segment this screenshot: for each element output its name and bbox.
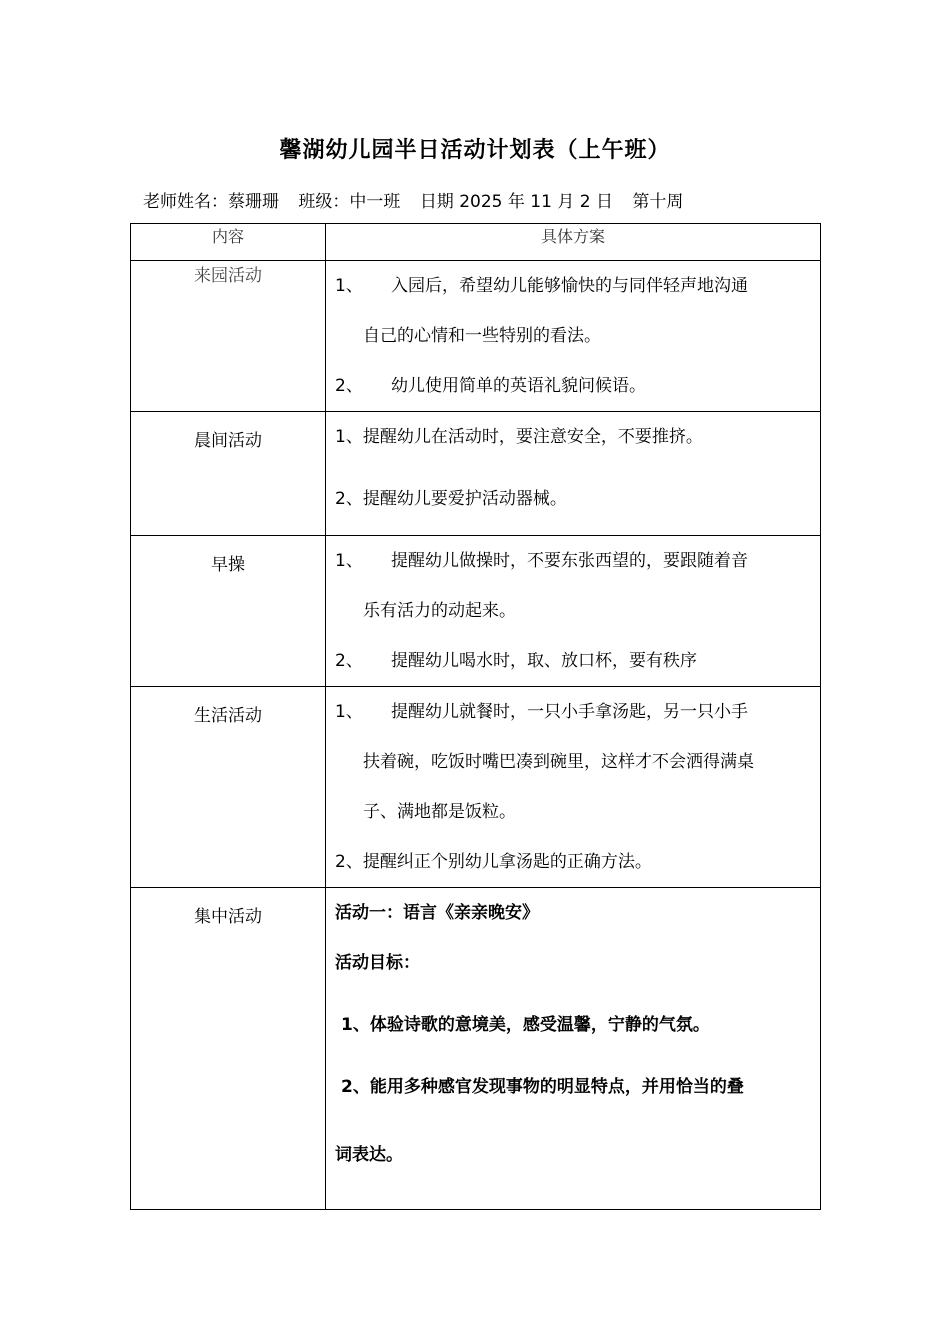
week: 第十周 — [632, 192, 684, 212]
row-category: 生活活动 — [131, 687, 326, 888]
table-row — [131, 412, 821, 536]
row-plan — [326, 536, 821, 687]
table-header-row — [131, 224, 821, 261]
plan-line: 乐有活力的动起来。 — [363, 601, 516, 621]
activity-title: 活动一：语言《亲亲晚安》 — [335, 903, 539, 923]
table-row — [131, 261, 821, 412]
plan-line: 子、满地都是饭粒。 — [363, 802, 516, 822]
row-category: 集中活动 — [131, 888, 326, 1210]
page-title: 馨湖幼儿园半日活动计划表（上午班） — [279, 138, 671, 163]
row-category: 来园活动 — [131, 261, 326, 412]
activity-goal: 2、能用多种感官发现事物的明显特点，并用恰当的叠 — [341, 1077, 744, 1097]
teacher-name: 老师姓名：蔡珊珊 — [143, 192, 279, 212]
plan-line: 扶着碗，吃饭时嘴巴凑到碗里，这样才不会洒得满桌 — [363, 752, 754, 772]
row-plan — [326, 412, 821, 536]
plan-table — [130, 223, 821, 1210]
table-row — [131, 536, 821, 687]
plan-line: 1、提醒幼儿在活动时，要注意安全，不要推挤。 — [335, 427, 703, 447]
plan-line: 自己的心情和一些特别的看法。 — [363, 326, 601, 346]
plan-line: 2、 提醒幼儿喝水时，取、放口杯，要有秩序 — [335, 651, 697, 671]
table-row — [131, 687, 821, 888]
plan-line: 1、 入园后，希望幼儿能够愉快的与同伴轻声地沟通 — [335, 276, 748, 296]
table-row — [131, 888, 821, 1210]
plan-line: 1、 提醒幼儿做操时，不要东张西望的，要跟随着音 — [335, 551, 748, 571]
class-name: 班级：中一班 — [298, 192, 401, 212]
row-plan — [326, 687, 821, 888]
header-content: 内容 — [131, 224, 326, 261]
row-plan — [326, 888, 821, 1210]
plan-line: 2、提醒纠正个别幼儿拿汤匙的正确方法。 — [335, 852, 652, 872]
row-category: 早操 — [131, 536, 326, 687]
plan-line: 2、提醒幼儿要爱护活动器械。 — [335, 489, 567, 509]
info-line — [143, 187, 697, 212]
row-category: 晨间活动 — [131, 412, 326, 536]
activity-goal: 1、体验诗歌的意境美，感受温馨，宁静的气氛。 — [341, 1015, 710, 1035]
activity-goal: 词表达。 — [335, 1145, 403, 1165]
header-plan: 具体方案 — [326, 224, 821, 261]
activity-goal-label: 活动目标： — [335, 953, 420, 973]
plan-line: 2、 幼儿使用简单的英语礼貌问候语。 — [335, 376, 646, 396]
date: 日期 2025 年 11 月 2 日 — [419, 192, 613, 212]
row-plan — [326, 261, 821, 412]
plan-line: 1、 提醒幼儿就餐时，一只小手拿汤匙，另一只小手 — [335, 702, 748, 722]
